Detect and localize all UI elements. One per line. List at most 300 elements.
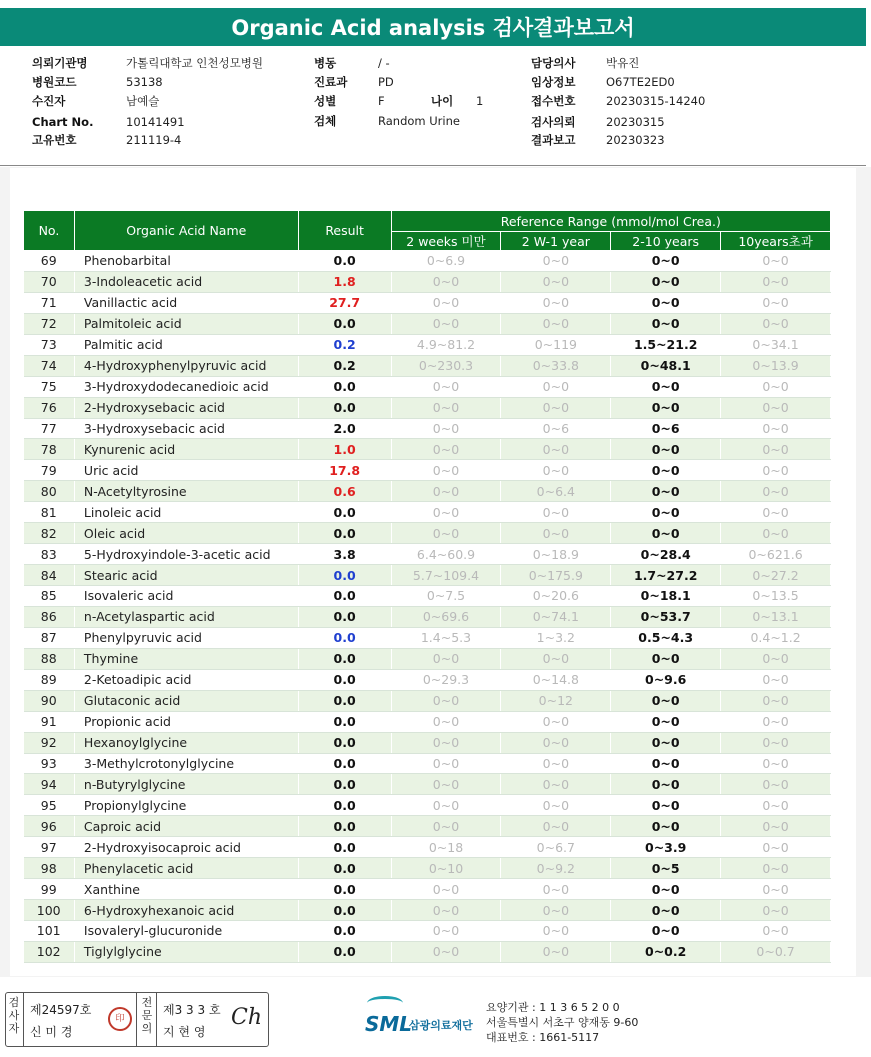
table-row <box>24 251 831 272</box>
table-row <box>24 941 831 962</box>
row-range-10y: 0~0 <box>611 690 721 711</box>
col-header-range: 10years초과 <box>721 232 831 251</box>
row-range-1y: 0~0 <box>501 711 611 732</box>
row-range-10y: 0~0 <box>611 753 721 774</box>
row-range-over10y: 0~34.1 <box>721 334 831 355</box>
row-acid-name: Kynurenic acid <box>74 439 298 460</box>
row-range-10y: 0~0 <box>611 460 721 481</box>
row-acid-name: Tiglylglycine <box>74 941 298 962</box>
row-range-10y: 0~0 <box>611 481 721 502</box>
row-no: 97 <box>24 837 75 858</box>
table-row <box>24 397 831 418</box>
row-no: 102 <box>24 941 75 962</box>
table-row <box>24 481 831 502</box>
row-no: 90 <box>24 690 75 711</box>
row-result: 0.0 <box>298 921 391 942</box>
info-value: 20230323 <box>606 133 665 147</box>
row-range-2w: 0~6.9 <box>391 251 501 272</box>
row-range-1y: 0~20.6 <box>501 586 611 607</box>
row-range-over10y: 0~0 <box>721 774 831 795</box>
row-no: 84 <box>24 565 75 586</box>
row-result: 0.0 <box>298 732 391 753</box>
row-no: 79 <box>24 460 75 481</box>
row-acid-name: 3-Methylcrotonylglycine <box>74 753 298 774</box>
age-label: 나이 <box>431 94 454 108</box>
signature: Ch <box>231 1005 263 1030</box>
reviewer-label: 전 문 의 <box>141 996 153 1035</box>
row-range-10y: 0~0 <box>611 795 721 816</box>
table-row <box>24 523 831 544</box>
table-row <box>24 334 831 355</box>
lab-address <box>486 1000 638 1045</box>
row-result: 0.0 <box>298 879 391 900</box>
row-no: 89 <box>24 669 75 690</box>
logo-org: 삼광의료재단 <box>409 1019 473 1032</box>
row-acid-name: Oleic acid <box>74 523 298 544</box>
info-label: 임상정보 <box>531 75 576 89</box>
row-range-2w: 0~0 <box>391 460 501 481</box>
row-result: 0.0 <box>298 376 391 397</box>
row-range-2w: 0~0 <box>391 523 501 544</box>
row-range-10y: 0~0 <box>611 439 721 460</box>
row-range-over10y: 0~0.7 <box>721 941 831 962</box>
row-range-2w: 0~0 <box>391 418 501 439</box>
row-no: 86 <box>24 606 75 627</box>
results-table <box>23 210 831 963</box>
row-result: 0.0 <box>298 858 391 879</box>
col-header-range: 2 weeks 미만 <box>391 232 501 251</box>
row-no: 71 <box>24 292 75 313</box>
row-result: 0.0 <box>298 586 391 607</box>
reviewer-name: 지 현 영 <box>163 1025 206 1039</box>
row-range-2w: 0~0 <box>391 271 501 292</box>
row-range-2w: 0~0 <box>391 900 501 921</box>
row-range-1y: 0~175.9 <box>501 565 611 586</box>
info-row <box>32 73 312 91</box>
info-value: Random Urine <box>378 114 460 128</box>
row-no: 83 <box>24 544 75 565</box>
info-label: 의뢰기관명 <box>32 56 88 70</box>
row-range-10y: 0~0 <box>611 711 721 732</box>
lab-street: 서울특별시 서초구 양재동 9-60 <box>486 1016 639 1029</box>
row-range-1y: 0~0 <box>501 376 611 397</box>
info-value: 53138 <box>126 75 163 89</box>
row-range-1y: 0~0 <box>501 523 611 544</box>
col-header-range: 2-10 years <box>611 232 721 251</box>
row-range-2w: 0~0 <box>391 816 501 837</box>
info-row <box>314 112 524 130</box>
info-label: 병원코드 <box>32 75 77 89</box>
row-result: 0.0 <box>298 251 391 272</box>
col-header-range: 2 W-1 year <box>501 232 611 251</box>
row-range-1y: 0~33.8 <box>501 355 611 376</box>
row-range-over10y: 0~13.5 <box>721 586 831 607</box>
row-no: 73 <box>24 334 75 355</box>
info-label: 결과보고 <box>531 133 576 147</box>
row-range-1y: 0~0 <box>501 271 611 292</box>
row-range-10y: 0~0.2 <box>611 941 721 962</box>
info-row <box>531 131 771 149</box>
row-no: 85 <box>24 586 75 607</box>
row-range-10y: 0~0 <box>611 502 721 523</box>
table-row <box>24 921 831 942</box>
row-result: 2.0 <box>298 418 391 439</box>
row-result: 0.0 <box>298 648 391 669</box>
table-row <box>24 606 831 627</box>
row-result: 1.8 <box>298 271 391 292</box>
row-range-over10y: 0~0 <box>721 271 831 292</box>
row-no: 77 <box>24 418 75 439</box>
row-range-2w: 0~0 <box>391 711 501 732</box>
row-range-1y: 0~0 <box>501 460 611 481</box>
row-range-1y: 0~0 <box>501 879 611 900</box>
info-value: 박유진 <box>606 56 640 70</box>
row-range-2w: 0~0 <box>391 753 501 774</box>
row-no: 96 <box>24 816 75 837</box>
row-acid-name: 4-Hydroxyphenylpyruvic acid <box>74 355 298 376</box>
row-acid-name: 3-Hydroxysebacic acid <box>74 418 298 439</box>
row-range-1y: 0~6 <box>501 418 611 439</box>
row-range-2w: 0~0 <box>391 397 501 418</box>
row-range-1y: 0~0 <box>501 774 611 795</box>
row-acid-name: Thymine <box>74 648 298 669</box>
table-row <box>24 837 831 858</box>
row-range-over10y: 0~27.2 <box>721 565 831 586</box>
row-range-1y: 0~0 <box>501 732 611 753</box>
row-range-1y: 0~74.1 <box>501 606 611 627</box>
row-acid-name: Glutaconic acid <box>74 690 298 711</box>
row-no: 100 <box>24 900 75 921</box>
row-acid-name: Uric acid <box>74 460 298 481</box>
col-header-reference: Reference Range (mmol/mol Crea.) <box>391 211 830 232</box>
row-range-10y: 0~0 <box>611 879 721 900</box>
row-range-2w: 0~0 <box>391 879 501 900</box>
table-row <box>24 418 831 439</box>
row-range-2w: 1.4~5.3 <box>391 627 501 648</box>
row-acid-name: 5-Hydroxyindole-3-acetic acid <box>74 544 298 565</box>
row-range-10y: 0~0 <box>611 292 721 313</box>
row-no: 94 <box>24 774 75 795</box>
row-acid-name: Phenobarbital <box>74 251 298 272</box>
table-row <box>24 376 831 397</box>
row-range-1y: 1~3.2 <box>501 627 611 648</box>
row-acid-name: Hexanoylglycine <box>74 732 298 753</box>
row-range-2w: 0~69.6 <box>391 606 501 627</box>
row-range-1y: 0~0 <box>501 313 611 334</box>
row-range-over10y: 0~0 <box>721 753 831 774</box>
info-label: 담당의사 <box>531 56 576 70</box>
row-result: 0.0 <box>298 397 391 418</box>
row-range-10y: 1.7~27.2 <box>611 565 721 586</box>
row-range-2w: 0~10 <box>391 858 501 879</box>
row-acid-name: Palmitic acid <box>74 334 298 355</box>
row-range-over10y: 0~0 <box>721 690 831 711</box>
logo-mark: SML <box>365 1012 413 1036</box>
row-no: 72 <box>24 313 75 334</box>
row-acid-name: N-Acetyltyrosine <box>74 481 298 502</box>
row-range-1y: 0~0 <box>501 502 611 523</box>
row-range-10y: 0~0 <box>611 816 721 837</box>
info-row <box>314 73 524 91</box>
row-result: 0.0 <box>298 502 391 523</box>
row-acid-name: 3-Indoleacetic acid <box>74 271 298 292</box>
row-range-10y: 0~0 <box>611 271 721 292</box>
row-range-10y: 0~53.7 <box>611 606 721 627</box>
table-row <box>24 900 831 921</box>
table-row <box>24 795 831 816</box>
row-range-1y: 0~12 <box>501 690 611 711</box>
row-range-10y: 0~0 <box>611 774 721 795</box>
info-row <box>531 113 771 131</box>
row-range-over10y: 0~0 <box>721 816 831 837</box>
row-result: 0.0 <box>298 753 391 774</box>
row-no: 78 <box>24 439 75 460</box>
row-range-1y: 0~0 <box>501 439 611 460</box>
row-range-over10y: 0~0 <box>721 648 831 669</box>
row-no: 76 <box>24 397 75 418</box>
row-range-10y: 0~0 <box>611 397 721 418</box>
info-row <box>32 54 312 72</box>
row-no: 87 <box>24 627 75 648</box>
lab-code: 요양기관 : 1 1 3 6 5 2 0 0 <box>486 1001 620 1014</box>
row-range-2w: 0~0 <box>391 439 501 460</box>
row-range-10y: 0~0 <box>611 313 721 334</box>
table-row <box>24 544 831 565</box>
row-no: 99 <box>24 879 75 900</box>
row-no: 69 <box>24 251 75 272</box>
row-range-10y: 0~0 <box>611 251 721 272</box>
info-row <box>32 92 312 110</box>
row-result: 0.0 <box>298 669 391 690</box>
row-range-10y: 0~0 <box>611 523 721 544</box>
info-label: 진료과 <box>314 75 348 89</box>
info-label: 접수번호 <box>531 94 576 108</box>
row-no: 92 <box>24 732 75 753</box>
row-result: 17.8 <box>298 460 391 481</box>
row-range-over10y: 0~0 <box>721 795 831 816</box>
row-result: 0.0 <box>298 774 391 795</box>
row-range-1y: 0~119 <box>501 334 611 355</box>
row-range-2w: 0~0 <box>391 732 501 753</box>
row-range-over10y: 0~0 <box>721 313 831 334</box>
row-range-10y: 0~5 <box>611 858 721 879</box>
row-acid-name: Isovaleryl-glucuronide <box>74 921 298 942</box>
table-row <box>24 586 831 607</box>
row-range-10y: 0~9.6 <box>611 669 721 690</box>
row-range-1y: 0~0 <box>501 251 611 272</box>
row-range-over10y: 0~0 <box>721 481 831 502</box>
info-value: 20230315-14240 <box>606 94 706 108</box>
table-row <box>24 690 831 711</box>
row-result: 27.7 <box>298 292 391 313</box>
table-row <box>24 753 831 774</box>
row-result: 0.6 <box>298 481 391 502</box>
info-label: 고유번호 <box>32 133 77 147</box>
col-header-result: Result <box>298 211 391 251</box>
table-row <box>24 292 831 313</box>
row-acid-name: Propionic acid <box>74 711 298 732</box>
info-row <box>32 113 312 131</box>
row-acid-name: 3-Hydroxydodecanedioic acid <box>74 376 298 397</box>
row-result: 0.2 <box>298 355 391 376</box>
row-range-over10y: 0~0 <box>721 879 831 900</box>
info-value: F <box>378 94 385 108</box>
row-result: 0.0 <box>298 565 391 586</box>
row-range-10y: 0~0 <box>611 921 721 942</box>
row-range-over10y: 0~0 <box>721 439 831 460</box>
info-value: 가톨릭대학교 인천성모병원 <box>126 56 263 70</box>
table-row <box>24 669 831 690</box>
patient-info <box>0 46 866 166</box>
row-no: 91 <box>24 711 75 732</box>
table-row <box>24 355 831 376</box>
age-value: 1 <box>476 94 484 108</box>
row-range-over10y: 0~0 <box>721 837 831 858</box>
row-range-1y: 0~0 <box>501 397 611 418</box>
examiner-label: 검 사 자 <box>8 996 20 1035</box>
table-row <box>24 313 831 334</box>
row-acid-name: Palmitoleic acid <box>74 313 298 334</box>
row-range-1y: 0~6.4 <box>501 481 611 502</box>
report-title: Organic Acid analysis 검사결과보고서 <box>0 8 866 46</box>
table-row <box>24 648 831 669</box>
row-range-1y: 0~0 <box>501 648 611 669</box>
row-no: 74 <box>24 355 75 376</box>
table-row <box>24 271 831 292</box>
row-range-1y: 0~14.8 <box>501 669 611 690</box>
row-result: 0.2 <box>298 334 391 355</box>
row-no: 95 <box>24 795 75 816</box>
col-header-no: No. <box>24 211 75 251</box>
row-acid-name: Linoleic acid <box>74 502 298 523</box>
row-range-over10y: 0~0 <box>721 732 831 753</box>
info-value: PD <box>378 75 394 89</box>
row-result: 0.0 <box>298 523 391 544</box>
row-range-1y: 0~6.7 <box>501 837 611 858</box>
row-range-1y: 0~0 <box>501 941 611 962</box>
row-range-2w: 0~230.3 <box>391 355 501 376</box>
sml-logo <box>365 1000 485 1040</box>
row-result: 0.0 <box>298 313 391 334</box>
examiner-id: 제24597호 <box>30 1003 92 1017</box>
info-value: O67TE2ED0 <box>606 75 675 89</box>
table-row <box>24 879 831 900</box>
row-result: 1.0 <box>298 439 391 460</box>
info-row <box>531 92 771 110</box>
info-row <box>314 54 524 72</box>
row-range-1y: 0~0 <box>501 921 611 942</box>
row-range-2w: 4.9~81.2 <box>391 334 501 355</box>
row-range-over10y: 0~0 <box>721 251 831 272</box>
row-range-1y: 0~0 <box>501 816 611 837</box>
row-range-over10y: 0~0 <box>721 921 831 942</box>
row-no: 81 <box>24 502 75 523</box>
row-no: 93 <box>24 753 75 774</box>
row-range-2w: 0~0 <box>391 481 501 502</box>
info-row <box>32 131 312 149</box>
row-result: 0.0 <box>298 900 391 921</box>
row-acid-name: 2-Ketoadipic acid <box>74 669 298 690</box>
row-range-1y: 0~0 <box>501 753 611 774</box>
row-range-over10y: 0~0 <box>721 669 831 690</box>
row-result: 0.0 <box>298 627 391 648</box>
row-acid-name: Phenylacetic acid <box>74 858 298 879</box>
row-range-over10y: 0~0 <box>721 523 831 544</box>
row-acid-name: 6-Hydroxyhexanoic acid <box>74 900 298 921</box>
row-range-1y: 0~0 <box>501 795 611 816</box>
examiner-name: 신 미 경 <box>30 1025 73 1039</box>
table-row <box>24 711 831 732</box>
info-row <box>531 73 771 91</box>
row-range-over10y: 0~621.6 <box>721 544 831 565</box>
row-range-over10y: 0~0 <box>721 292 831 313</box>
info-value: 10141491 <box>126 115 185 129</box>
row-range-2w: 0~0 <box>391 795 501 816</box>
row-range-10y: 0~28.4 <box>611 544 721 565</box>
row-range-over10y: 0~0 <box>721 397 831 418</box>
row-acid-name: Vanillactic acid <box>74 292 298 313</box>
table-row <box>24 816 831 837</box>
table-row <box>24 774 831 795</box>
info-label: 병동 <box>314 56 337 70</box>
row-range-10y: 0~48.1 <box>611 355 721 376</box>
info-value: / - <box>378 56 390 70</box>
row-range-2w: 6.4~60.9 <box>391 544 501 565</box>
row-range-2w: 0~18 <box>391 837 501 858</box>
row-no: 98 <box>24 858 75 879</box>
info-label: 검사의뢰 <box>531 115 576 129</box>
row-range-2w: 0~29.3 <box>391 669 501 690</box>
info-label: 수진자 <box>32 94 66 108</box>
row-no: 80 <box>24 481 75 502</box>
row-range-2w: 0~0 <box>391 648 501 669</box>
row-result: 0.0 <box>298 711 391 732</box>
report-footer <box>0 992 871 1052</box>
row-range-10y: 0~0 <box>611 376 721 397</box>
row-range-1y: 0~0 <box>501 900 611 921</box>
row-acid-name: 2-Hydroxysebacic acid <box>74 397 298 418</box>
row-acid-name: Phenylpyruvic acid <box>74 627 298 648</box>
row-range-10y: 0~3.9 <box>611 837 721 858</box>
row-no: 82 <box>24 523 75 544</box>
table-row <box>24 502 831 523</box>
row-result: 0.0 <box>298 690 391 711</box>
row-acid-name: Caproic acid <box>74 816 298 837</box>
row-result: 0.0 <box>298 837 391 858</box>
info-label: Chart No. <box>32 115 94 129</box>
col-header-name: Organic Acid Name <box>74 211 298 251</box>
row-acid-name: n-Acetylaspartic acid <box>74 606 298 627</box>
row-range-10y: 0~0 <box>611 648 721 669</box>
table-row <box>24 627 831 648</box>
row-range-over10y: 0~0 <box>721 900 831 921</box>
row-range-over10y: 0~13.9 <box>721 355 831 376</box>
row-range-over10y: 0~0 <box>721 858 831 879</box>
row-range-over10y: 0~0 <box>721 418 831 439</box>
info-value: 211119-4 <box>126 133 182 147</box>
row-result: 0.0 <box>298 941 391 962</box>
row-range-1y: 0~18.9 <box>501 544 611 565</box>
reviewer-id: 제3 3 3 호 <box>163 1003 221 1017</box>
row-no: 70 <box>24 271 75 292</box>
lab-phone: 대표번호 : 1661-5117 <box>486 1031 600 1044</box>
row-range-2w: 0~0 <box>391 502 501 523</box>
row-result: 3.8 <box>298 544 391 565</box>
info-row <box>314 92 524 110</box>
seal-stamp: 印 <box>108 1007 132 1031</box>
row-range-1y: 0~0 <box>501 292 611 313</box>
row-range-1y: 0~9.2 <box>501 858 611 879</box>
